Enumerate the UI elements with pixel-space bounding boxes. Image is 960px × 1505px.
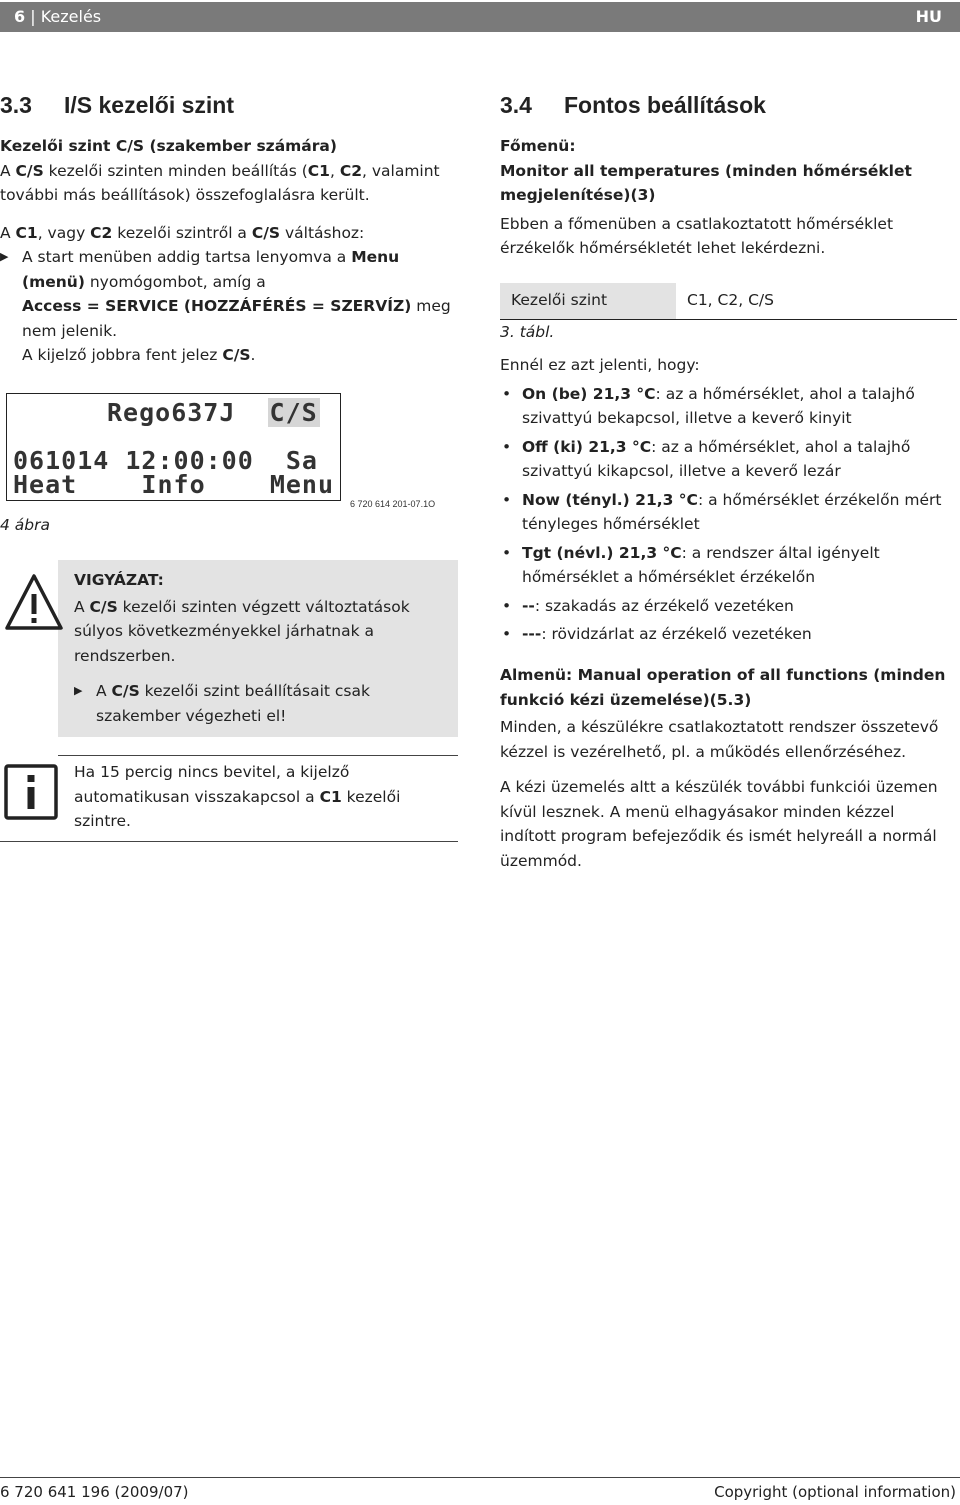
right-body-list: [500, 353, 960, 647]
step-item: ▶ A start menüben addig tartsa lenyomva a Menu: [0, 245, 470, 270]
lcd-model: Rego637J: [107, 398, 236, 427]
footer-rule: [0, 1477, 960, 1478]
heading-number: 3.4: [500, 92, 532, 118]
arrow-bullet-icon: ▶: [74, 684, 83, 697]
lcd-display: [6, 393, 341, 501]
warning-title: VIGYÁZAT:: [74, 571, 164, 589]
operator-level-table: [500, 283, 957, 320]
heading-number: 3.3: [0, 92, 32, 118]
main-menu-label: Főmenü:: [500, 137, 576, 155]
right-body-submenu: Almenü: Manual operation of all functions (minden funkció kézi üzemelése)(5.3) Minden, a készülékre csatlakoztatott rendszer összetevő kézzel is vezérelhető, pl. a működés ellenőrzéséhez. A kézi üzemelés altt a készülék további funkciói üzemen kívül lesznek. A menü elhagyásakor minden kézzel indított program befejeződik és ismét helyreáll a normál üzemmód.: [500, 663, 960, 873]
warning-action: ▶ A C/S kezelői szint beállításait csak: [74, 679, 454, 704]
right-body-top: Főmenü: Monitor all temperatures (minden hőmérséklet megjelenítése)(3) Ebben a főmenüben a csatlakoztatott hőmérséklet érzékelők hőmérsékletét lehet lekérdezni.: [500, 134, 960, 261]
lcd-cs-badge: C/S: [269, 398, 318, 427]
warning-notice: [0, 560, 458, 737]
info-content: Ha 15 percig nincs bevitel, a kijelző automatikusan visszakapcsol a C1 kezelői szintre.: [74, 763, 401, 830]
list-item: • Off (ki) 21,3 °C: az a hőmérséklet, ahol a talajhő szivattyú kikapcsol, illetve a keverő lezár: [502, 437, 911, 480]
heading-title: Fontos beállítások: [564, 92, 766, 118]
list-item: • On (be) 21,3 °C: az a hőmérséklet, ahol a talajhő szivattyú bekapcsol, illetve a keverő kinyit: [502, 384, 915, 427]
table-caption: 3. tábl.: [500, 323, 555, 341]
list-item: • ---: rövidzárlat az érzékelő vezetéken: [502, 625, 812, 643]
step-result: A kijelző jobbra fent jelez C/S.: [22, 346, 256, 364]
subheading: Kezelői szint C/S (szakember számára): [0, 137, 337, 155]
bullet-list: [500, 382, 960, 647]
lcd-row-1: [107, 400, 320, 426]
heading-title: I/S kezelői szint: [64, 92, 234, 118]
table-cell-value: C1, C2, C/S: [687, 291, 774, 309]
page-number: 6: [14, 7, 26, 26]
list-item: • Tgt (névl.) 21,3 °C: a rendszer által igényelt hőmérséklet a hőmérséklet érzékelőn: [502, 543, 880, 586]
header-section: Kezelés: [40, 7, 102, 26]
info-icon: [4, 764, 58, 820]
arrow-bullet-icon: ▶: [0, 250, 9, 263]
info-top-rule: [58, 755, 458, 756]
submenu-title: Almenü: Manual operation of all functions (minden: [500, 666, 946, 684]
lcd-row-2: 061014 12:00:00 Sa: [13, 446, 318, 475]
paragraph-2: A C1, vagy C2 kezelői szintről a C/S váltáshoz:: [0, 223, 365, 242]
warning-content: VIGYÁZAT: A C/S kezelői szinten végzett változtatások súlyos következményekkel járhatnak a rendszerben. ▶ A C/S kezelői szint beállításait csak szakember végezheti el!: [74, 568, 454, 728]
paragraph-1: A C/S kezelői szinten minden beállítás (C1, C2, valamint további más beállítások) összefoglalásra került.: [0, 161, 440, 204]
figure-code: 6 720 614 201-07.1O: [350, 499, 436, 509]
header-left: [14, 2, 101, 32]
page-header: [0, 2, 960, 32]
meaning-intro: Ennél ez azt jelenti, hogy:: [500, 356, 700, 374]
left-column: [0, 90, 470, 120]
header-separator: |: [30, 7, 36, 26]
section-heading-3-4: [500, 90, 960, 120]
lcd-row-3: Heat Info Menu: [13, 470, 335, 499]
header-language: HU: [915, 7, 942, 26]
warning-triangle-icon: [4, 572, 64, 632]
table-cell-label: Kezelői szint: [500, 283, 676, 319]
info-bottom-rule: [0, 841, 458, 842]
right-column: [500, 90, 960, 120]
section-heading-3-3: [0, 90, 470, 120]
list-item: • Now (tényl.) 21,3 °C: a hőmérséklet érzékelőn mért tényleges hőmérséklet: [502, 490, 942, 533]
figure-label: 4 ábra: [0, 516, 50, 534]
footer-copyright: Copyright (optional information): [714, 1483, 956, 1501]
footer-doc-number: 6 720 641 196 (2009/07): [0, 1483, 189, 1501]
list-item: • --: szakadás az érzékelő vezetéken: [502, 596, 794, 615]
left-body: Kezelői szint C/S (szakember számára) A C/S kezelői szinten minden beállítás (C1, C2, valamint további más beállítások) összefoglalásra került. A C1, vagy C2 kezelői szintről a C/S váltáshoz: ▶ A start menüben addig tartsa lenyomva a Menu (menü) nyomógombot, amíg a Access = SERVICE (HOZZÁFÉRÉS = SZERVÍZ) meg nem jelenik. A kijelző jobbra fent jelez C/S.: [0, 134, 470, 368]
